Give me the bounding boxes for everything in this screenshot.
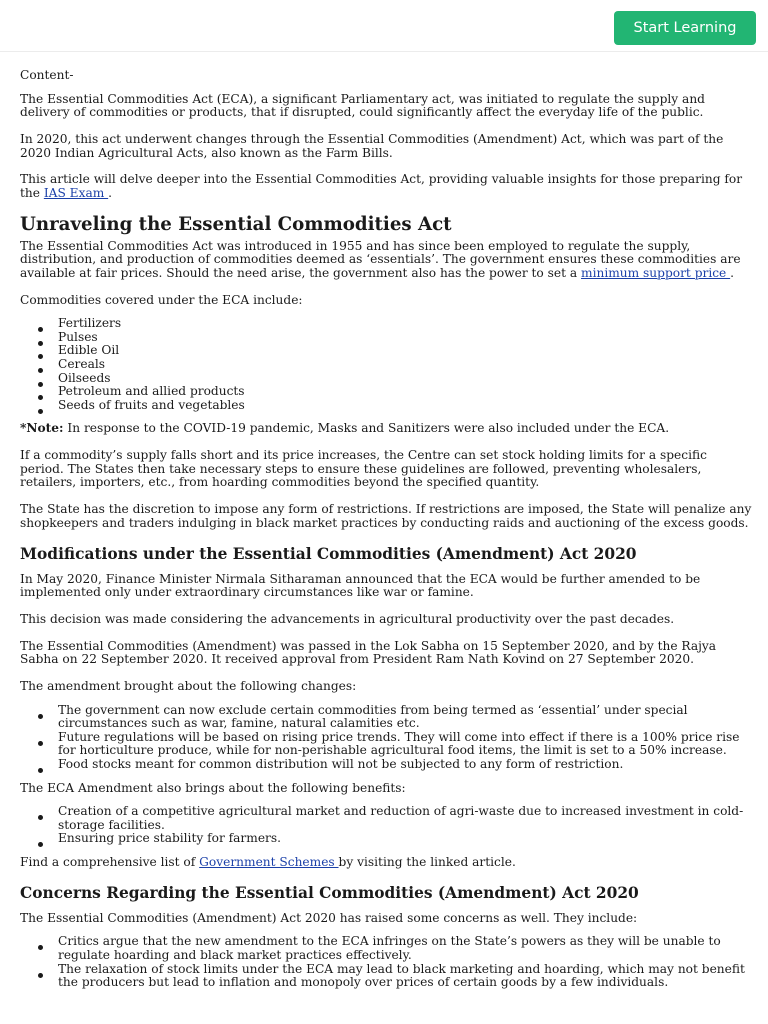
benefits-list [20,805,754,846]
section2-paragraph-2: This decision was made considering the advancements in agricultural productivity over the past decades. [20,611,675,626]
intro-text-end: . [108,185,113,200]
section3-paragraph-1: The Essential Commodities (Amendment) Act 2020 has raised some concerns as well. They include: [20,910,638,925]
section2-paragraph-3: The Essential Commodities (Amendment) was passed in the Lok Sabha on 15 September 2020, and by the Rajya Sabha on 22 September 2020. It received approval from President Ram Nath Kovind on 27 September 2020. [20,638,717,667]
section2-text: Find a comprehensive list of [20,855,200,870]
list-item: The relaxation of stock limits under the ECA may lead to black marketing and hoarding, which may not benefit the producers but lead to inflation and monopoly over prices of certain goods by a few individuals. [58,963,754,990]
start-learning-button[interactable]: Start Learning [614,11,756,45]
intro-paragraph-1: The Essential Commodities Act (ECA), a significant Parliamentary act, was initiated to regulate the supply and delivery of commodities or products, that if disrupted, could significantly affect the everyday life of the public. [20,91,705,120]
content-label: Content- [20,68,74,82]
list-item: Future regulations will be based on rising price trends. They will come into effect if there is a 100% price rise for horticulture produce, while for non-perishable agricultural food items, the limit is set to a 50% increase. [58,731,754,758]
list-item: Seeds of fruits and vegetables [58,399,754,413]
article-content [20,69,754,1000]
section2-paragraph-5: The ECA Amendment also brings about the following benefits: [20,780,406,795]
commodities-intro: Commodities covered under the ECA include: [20,292,303,307]
top-bar [0,0,768,52]
list-item: Critics argue that the new amendment to the ECA infringes on the State’s powers as they will be unable to regulate hoarding and black market practices effectively. [58,935,754,962]
note-text: In response to the COVID-19 pandemic, Masks and Sanitizers were also included under the ECA. [63,421,670,436]
list-item: The government can now exclude certain commodities from being termed as ‘essential’ under special circumstances such as war, famine, natural calamities etc. [58,704,754,731]
intro-paragraph-3 [20,173,754,200]
section-heading-unraveling: Unraveling the Essential Commodities Act [20,213,452,235]
concerns-list [20,935,754,989]
minimum-support-price-link[interactable]: minimum support price [581,265,731,280]
list-item: Food stocks meant for common distribution will not be subjected to any form of restriction. [58,758,754,772]
section1-paragraph-1 [20,240,754,281]
list-item: Edible Oil [58,344,754,358]
section2-paragraph-6 [20,856,754,870]
ias-exam-link[interactable]: IAS Exam [43,185,109,200]
changes-list [20,704,754,772]
commodities-list [20,317,754,412]
section2-paragraph-4: The amendment brought about the following changes: [20,679,357,694]
list-item: Fertilizers [58,317,754,331]
section1-text-end: . [730,265,735,280]
list-item: Cereals [58,358,754,372]
note-label: *Note: [20,421,64,436]
government-schemes-link[interactable]: Government Schemes [199,855,339,870]
list-item: Creation of a competitive agricultural market and reduction of agri-waste due to increased investment in cold-storage facilities. [58,805,754,832]
intro-paragraph-2: In 2020, this act underwent changes through the Essential Commodities (Amendment) Act, which was part of the 2020 Indian Agricultural Acts, also known as the Farm Bills. [20,131,724,160]
list-item: Ensuring price stability for farmers. [58,832,754,846]
list-item: Oilseeds [58,372,754,386]
note-paragraph [20,422,754,436]
intro-text: This article will delve deeper into the Essential Commodities Act, providing valuable insights for those preparing for the [20,172,743,200]
section1-text: The Essential Commodities Act was introduced in 1955 and has since been employed to regulate the supply, distribution, and production of commodities deemed as ‘essentials’. The government ensures these commodities are available at fair prices. Should the need arise, the government also has the power to set a [20,238,741,280]
section2-paragraph-1: In May 2020, Finance Minister Nirmala Sitharaman announced that the ECA would be further amended to be implemented only under extraordinary circumstances like war or famine. [20,571,701,600]
section1-paragraph-4: The State has the discretion to impose any form of restrictions. If restrictions are imposed, the State will penalize any shopkeepers and traders indulging in black market practices by conducting raids and auctioning of the excess goods. [20,502,752,530]
list-item: Petroleum and allied products [58,385,754,399]
section1-paragraph-3: If a commodity’s supply falls short and its price increases, the Centre can set stock holding limits for a specific period. The States then take necessary steps to ensure these guidelines are followed, preventing wholesalers, retailers, importers, etc., from hoarding commodities beyond the specified quantity. [20,448,707,490]
list-item: Pulses [58,331,754,345]
section2-text-end: by visiting the linked article. [338,855,516,870]
section-heading-modifications: Modifications under the Essential Commodities (Amendment) Act 2020 [20,544,637,563]
section-heading-concerns: Concerns Regarding the Essential Commodities (Amendment) Act 2020 [20,883,639,902]
